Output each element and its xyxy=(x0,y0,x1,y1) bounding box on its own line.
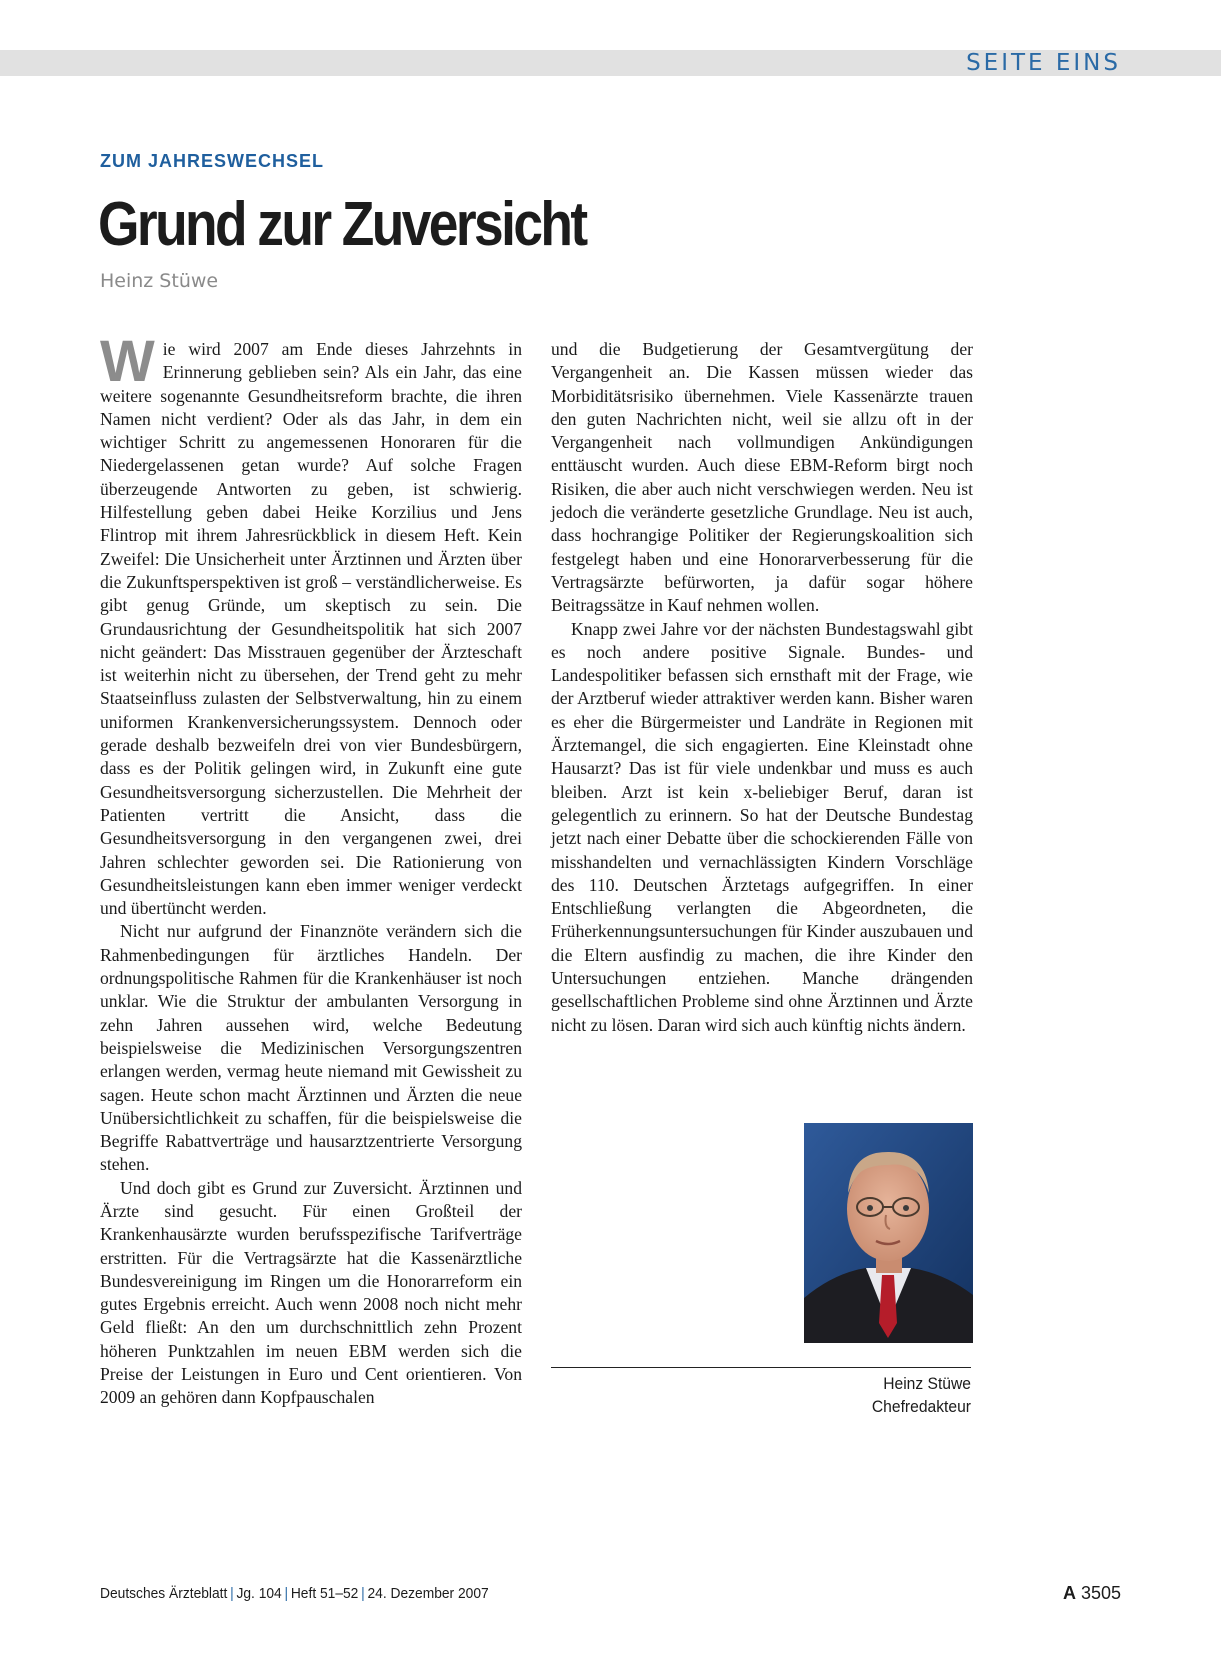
page-footer xyxy=(100,1585,1121,1609)
caption-role: Chefredakteur xyxy=(871,1397,971,1416)
article-paragraph: Nicht nur aufgrund der Finanznöte verändern sich die Rahmenbedingungen für ärztliches Handeln. Der ordnungspolitische Rahmen für die Krankenhäuser ist noch unklar. Wie die Struktur der ambulanten Versorgung in zehn Jahren aussehen wird, welche Bedeutung beispielsweise die Medizinischen Versorgungszentren erlangen werden, vermag heute niemand mit Gewissheit zu sagen. Heute schon macht Ärztinnen und Ärzten die neue Unübersichtlichkeit zu schaffen, für die beispielsweise die Begriffe Rabattverträge und hausarztzentrierte Versorgung stehen. xyxy=(100,921,522,1175)
section-label: SEITE EINS xyxy=(966,50,1121,76)
portrait-illustration xyxy=(804,1123,973,1343)
footer-journal: Deutsches Ärzteblatt xyxy=(100,1585,228,1602)
article-title: Grund zur Zuversicht xyxy=(98,190,586,259)
article-author: Heinz Stüwe xyxy=(100,270,219,292)
footer-separator: | xyxy=(361,1585,365,1602)
footer-issue: Heft 51–52 xyxy=(290,1585,359,1602)
footer-separator: | xyxy=(284,1585,289,1602)
article-paragraph: und die Budgetierung der Gesamtvergütung der Vergangenheit an. Die Kassen müssen wieder das Morbiditätsrisiko übernehmen. Viele Kassenärzte trauen den guten Nachrichten nicht, weil sie allzu oft in der Vergangenheit nach vollmundigen Ankündigungen enttäuscht wurden. Auch diese EBM-Reform birgt noch Risiken, die aber auch nicht verschwiegen werden. Neu ist jedoch die veränderte gesetzliche Grundlage. Neu ist auch, dass hochrangige Politiker der Regierungskoalition sich festgelegt haben und eine Honorarverbesserung für die Vertragsärzte befürworten, ja dafür sogar höhere Beitragssätze in Kauf nehmen wollen. xyxy=(551,339,973,616)
footer-volume: Jg. 104 xyxy=(236,1585,282,1602)
article-paragraph: Knapp zwei Jahre vor der nächsten Bundestagswahl gibt es noch andere positive Signale. Bundes- und Landespolitiker befassen sich ernsthaft mit der Frage, wie der Arztberuf wieder attraktiver werden kann. Bisher waren es eher die Bürgermeister und Landräte in Regionen mit Ärztemangel, die sich engagierten. Eine Kleinstadt ohne Hausarzt? Das ist für viele undenkbar und muss es auch bleiben. Arzt ist kein x-beliebiger Beruf, daran ist gelegentlich zu erinnern. So hat der Deutsche Bundestag jetzt nach einer Debatte über die schockierenden Fälle von misshandelten und vernachlässigten Kindern Vorschläge des 110. Deutschen Ärztetags aufgegriffen. In einer Entschließung verlangten die Abgeordneten, die Früherkennungsuntersuchungen für Kinder auszubauen und die Eltern ausfindig zu machen, die ihre Kinder den Untersuchungen entziehen. Manche drängenden gesellschaftlichen Probleme sind ohne Ärztinnen und Ärzte nicht zu lösen. Daran wird sich auch künftig nichts ändern. xyxy=(551,618,973,1035)
caption-name: Heinz Stüwe xyxy=(883,1374,971,1393)
caption-divider xyxy=(551,1367,971,1368)
article-kicker: ZUM JAHRESWECHSEL xyxy=(100,151,325,171)
article-paragraph: Wie wird 2007 am Ende dieses Jahrzehnts in Erinnerung geblieben sein? Als ein Jahr, das eine weitere sogenannte Gesundheitsreform brachte, die ihren Namen nicht verdient? Oder als das Jahr, in dem ein wichtiger Schritt zu angemessenen Honoraren für die Niedergelassenen getan wurde? Auf solche Fragen überzeugende Antworten zu geben, ist schwierig. Hilfestellung geben dabei Heike Korzilius und Jens Flintrop mit ihrem Jahresrückblick in diesem Heft. Kein Zweifel: Die Unsicherheit unter Ärztinnen und Ärzten über die Zukunftsperspektiven ist groß – verständlicherweise. Es gibt genug Gründe, um skeptisch zu sein. Die Grundausrichtung der Gesundheitspolitik hat sich 2007 nicht geändert: Das Misstrauen gegenüber der Ärzteschaft ist weiterhin nicht zu übersehen, der Trend geht zu mehr Staatseinfluss zulasten der Selbstverwaltung, hin zu einem uniformen Krankenversicherungssystem. Dennoch oder gerade deshalb bezweifeln drei von vier Bundesbürgern, dass es der Politik gelingen wird, in Zukunft eine gute Gesundheitsversorgung sicherzustellen. Die Mehrheit der Patienten vertritt die Ansicht, dass die Gesundheitsversorgung in den vergangenen zwei, drei Jahren schlechter geworden sei. Die Rationierung von Gesundheitsleistungen kann eben immer weniger verdeckt und übertüncht werden. xyxy=(100,329,522,919)
article-paragraph: Und doch gibt es Grund zur Zuversicht. Ärztinnen und Ärzte sind gesucht. Für einen Großteil der Krankenhausärzte wurden berufsspezifische Tarifverträge erstritten. Für die Vertragsärzte hat die Kassenärztliche Bundesvereinigung im Ringen um die Honorarreform ein gutes Ergebnis erreicht. Auch wenn 2008 noch nicht mehr Geld fließt: An den um durchschnittlich zehn Prozent höheren Punktzahlen im neuen EBM werden sich die Preise der Leistungen in Euro und Cent orientieren. Von 2009 an gehören dann Kopfpauschalen xyxy=(100,1177,522,1408)
page-prefix: A xyxy=(1062,1583,1076,1603)
page-number: 3505 xyxy=(1080,1583,1121,1603)
drop-cap: W xyxy=(100,329,155,394)
footer-separator: | xyxy=(230,1585,234,1602)
article-column-right xyxy=(551,338,973,1037)
footer-page-number xyxy=(1063,1583,1121,1604)
article-column-left xyxy=(100,329,522,1410)
author-portrait xyxy=(804,1123,973,1343)
footer-date: 24. Dezember 2007 xyxy=(367,1585,489,1602)
footer-citation xyxy=(100,1585,489,1602)
